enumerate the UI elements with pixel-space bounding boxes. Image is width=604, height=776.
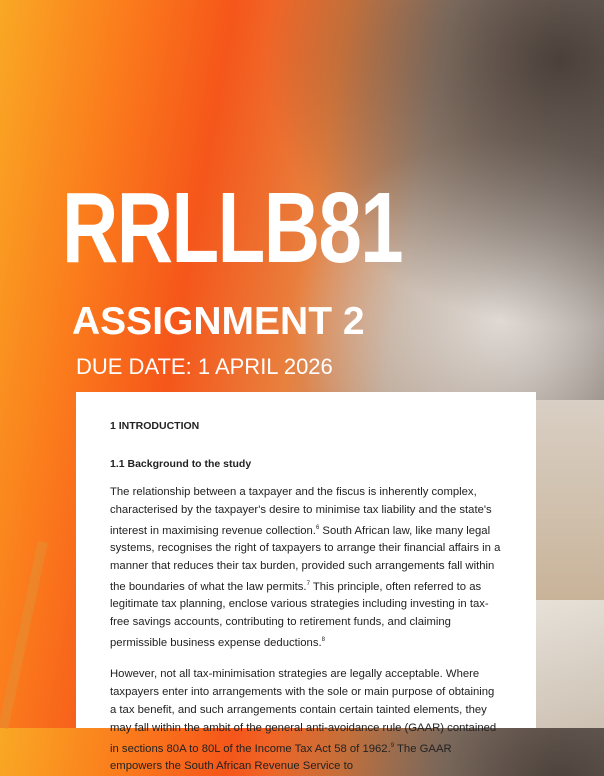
paragraph-1 bbox=[110, 484, 502, 652]
p1-text-a: The relationship between a taxpayer and the fiscus is inherently complex, characterised by the taxpayer's desire to minimise tax liability and the state's interest in maximising revenue collection. bbox=[110, 486, 492, 537]
background-pencil bbox=[0, 541, 48, 729]
footnote-ref[interactable]: 8 bbox=[321, 636, 325, 643]
course-code-title: RRLLB81 bbox=[62, 172, 403, 284]
p2-text-b: The GAAR empowers the South African Revenue Service to bbox=[110, 742, 452, 773]
paragraph-2 bbox=[110, 666, 502, 776]
document-page bbox=[76, 392, 536, 773]
subsection-heading: 1.1 Background to the study bbox=[110, 458, 252, 470]
footnote-ref[interactable]: 7 bbox=[306, 580, 310, 587]
section-heading: 1 INTRODUCTION bbox=[110, 420, 200, 432]
p2-text-a: However, not all tax-minimisation strategies are legally acceptable. Where taxpayers enter into arrangements with the sole or main purpose of obtaining a tax benefit, and such arrangements contain certain tainted elements, they may fall within the ambit of the general anti-avoidance rule (GAAR) contained in sections 80A to 80L of the Income Tax Act 58 of 1962. bbox=[110, 668, 497, 755]
p1-text-c: This principle, often referred to as legitimate tax planning, enclose various strategies including investing in tax-free savings accounts, contributing to retirement funds, and claiming permissible business expense deductions. bbox=[110, 580, 489, 649]
assignment-title: ASSIGNMENT 2 bbox=[72, 300, 365, 343]
background-ruler bbox=[536, 600, 604, 728]
footnote-ref[interactable]: 9 bbox=[390, 742, 395, 749]
due-date: DUE DATE: 1 APRIL 2026 bbox=[76, 354, 333, 379]
p1-text-b: South African law, like many legal systems, recognises the right of taxpayers to arrange their financial affairs in a manner that reduces their tax burden, provided such arrangements fall within the boundaries of what the law permits. bbox=[110, 524, 501, 593]
footnote-ref[interactable]: 6 bbox=[315, 524, 320, 531]
